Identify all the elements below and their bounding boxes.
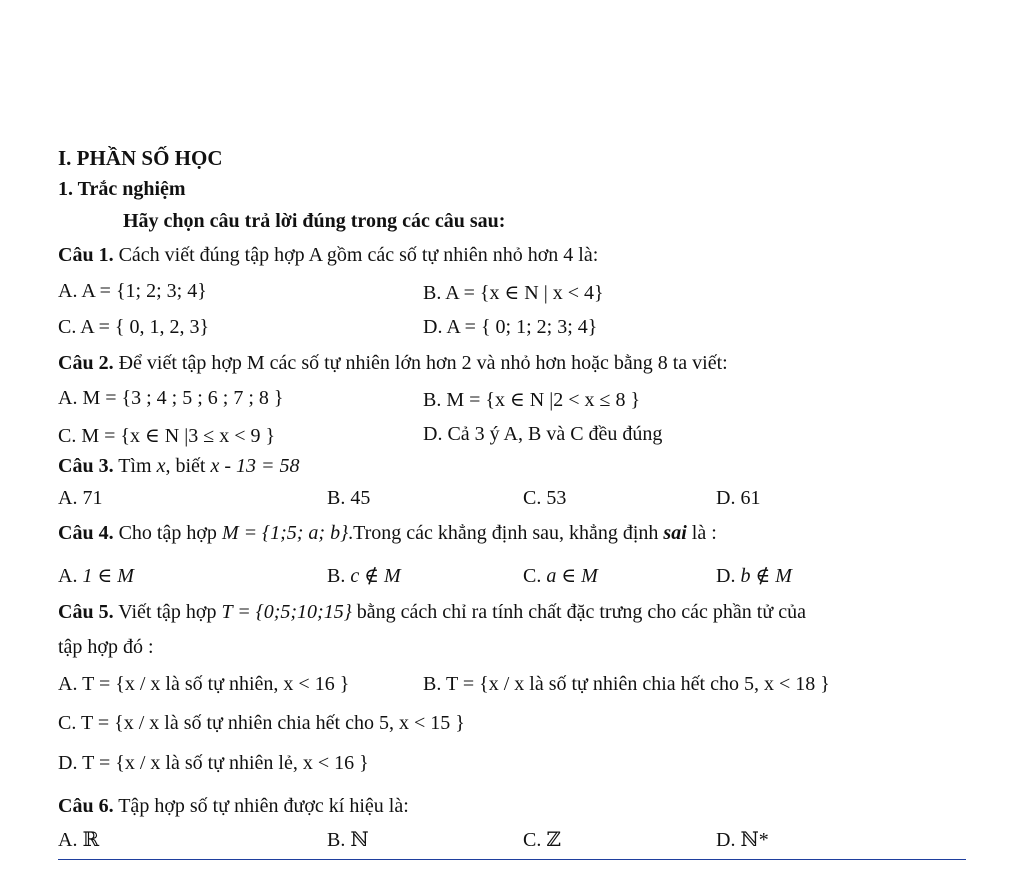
q6-option-d: D. ℕ* [716,829,769,851]
q6-option-a: A. ℝ [58,829,100,851]
set-expression: T = {0;5;10;15} [221,601,352,623]
question-2 [58,352,728,375]
q5-option-d [58,752,369,775]
bottom-rule [58,859,966,860]
option-text: T = {x / x là số tự nhiên lẻ, x < 16 } [82,752,369,774]
q3-option-a: A. 71 [58,487,103,509]
question-5-line-2: tập hợp đó : [58,636,154,658]
question-label: Câu 1. [58,244,114,266]
option-text: T = {x / x là số tự nhiên chia hết cho 5, x < 15 } [80,712,465,734]
q3-option-d: D. 61 [716,487,761,509]
option-label: D. [716,565,741,587]
variable: x [156,455,166,477]
q4-option-b [327,563,401,588]
option-text: T = {x / x là số tự nhiên, x < 16 } [82,673,350,695]
question-3 [58,455,300,478]
question-1 [58,244,598,267]
q5-option-a [58,673,349,696]
option-math: a ∈ M [546,565,598,587]
question-text: Để viết tập hợp M các số tự nhiên lớn hơn 2 và nhỏ hơn hoặc bằng 8 ta viết: [118,352,728,374]
question-label: Câu 5. [58,601,114,623]
q2-option-a: A. M = {3 ; 4 ; 5 ; 6 ; 7 ; 8 } [58,387,284,409]
subsection-title: 1. Trắc nghiệm [58,178,186,200]
question-6 [58,795,409,818]
q2-option-c: C. M = {x ∈ N |3 ≤ x < 9 } [58,425,276,447]
set-expression: M = {1;5; a; b} [221,522,349,544]
question-text-post: là : [686,522,717,544]
q1-option-d: D. A = { 0; 1; 2; 3; 4} [423,316,598,338]
question-text-pre: Viết tập hợp [118,601,222,623]
option-math: b ∉ M [740,565,792,587]
question-5 [58,601,806,624]
question-text-pre: Tìm [118,455,157,477]
instruction: Hãy chọn câu trả lời đúng trong các câu sau: [123,210,506,232]
option-math: c ∉ M [350,565,401,587]
equation: x - 13 = 58 [210,455,300,477]
q4-option-a [58,563,134,588]
q1-option-b: B. A = {x ∈ N | x < 4} [423,282,604,304]
option-math: 1 ∈ M [82,565,134,587]
option-label: B. [327,565,351,587]
q5-option-b [423,673,830,696]
question-text: Cách viết đúng tập hợp A gồm các số tự nhiên nhỏ hơn 4 là: [118,244,599,266]
q3-option-b: B. 45 [327,487,371,509]
q4-option-d [716,563,792,588]
q4-option-c [523,563,598,588]
option-label: A. [58,565,83,587]
question-4 [58,522,717,545]
q5-option-c [58,712,465,735]
q3-option-c: C. 53 [523,487,567,509]
option-label: C. [58,712,81,734]
q1-option-a: A. A = {1; 2; 3; 4} [58,280,207,302]
question-text-mid: , biết [165,455,211,477]
q2-option-d: D. Cả 3 ý A, B và C đều đúng [423,423,663,445]
option-label: A. [58,673,83,695]
question-label: Câu 4. [58,522,114,544]
question-label: Câu 3. [58,455,114,477]
question-text-pre: Cho tập hợp [118,522,222,544]
option-text: T = {x / x là số tự nhiên chia hết cho 5, x < 18 } [445,673,830,695]
option-label: D. [58,752,83,774]
q6-option-b: B. ℕ [327,829,369,851]
question-label: Câu 6. [58,795,114,817]
question-label: Câu 2. [58,352,114,374]
emphasis-word: sai [663,522,687,544]
q2-option-b: B. M = {x ∈ N |2 < x ≤ 8 } [423,389,641,411]
question-text-post: bằng cách chỉ ra tính chất đặc trưng cho các phần tử của [351,601,806,623]
question-text-mid: .Trong các khẳng định sau, khẳng định [348,522,664,544]
q1-option-c: C. A = { 0, 1, 2, 3} [58,316,210,338]
question-text: Tập hợp số tự nhiên được kí hiệu là: [118,795,409,817]
option-label: C. [523,565,547,587]
section-title: I. PHẦN SỐ HỌC [58,146,223,170]
option-label: B. [423,673,446,695]
q6-option-c: C. ℤ [523,829,561,851]
